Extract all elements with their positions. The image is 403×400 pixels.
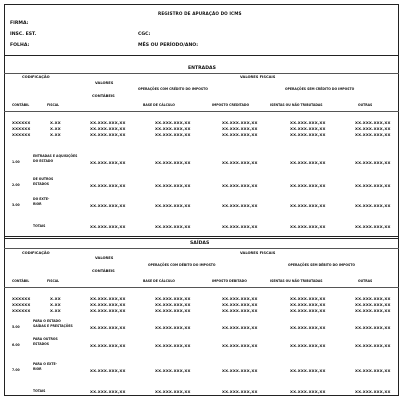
base-calculo-cell: XX.XXX.XXX,XX xyxy=(155,183,191,188)
cfop-fiscal-cell: X.XX xyxy=(50,132,61,137)
cgc-label: CGC: xyxy=(138,32,151,37)
valor-contabil-cell: XX.XXX.XXX,XX xyxy=(90,183,126,188)
outras-cell: XX.XXX.XXX,XX xyxy=(355,203,391,208)
saidas-group-code: 6.00 xyxy=(12,343,20,347)
base-calculo-cell: XX.XXX.XXX,XX xyxy=(155,343,191,348)
imposto-cell: XX.XXX.XXX,XX xyxy=(222,126,258,131)
base-calculo-cell: XX.XXX.XXX,XX xyxy=(155,296,191,301)
saidas-codificacao-header: CODIFICAÇÃO xyxy=(22,251,50,255)
saidas-group-label: ESTADOS xyxy=(33,342,50,346)
isentas-cell: XX.XXX.XXX,XX xyxy=(290,120,326,125)
cfop-contabil-cell: XXXXXX xyxy=(12,308,31,313)
saidas-valores-header-1: VALORES xyxy=(95,256,114,260)
saidas-group-code: 5.00 xyxy=(12,325,20,329)
isentas-cell: XX.XXX.XXX,XX xyxy=(290,302,326,307)
cfop-fiscal-cell: X.XX xyxy=(50,120,61,125)
periodo-label: MÊS OU PERÍODO/ANO: xyxy=(138,43,199,48)
saidas-col-fiscal: FISCAL xyxy=(47,279,60,283)
saidas-sem-debito-header: OPERAÇÕES SEM DÉBITO DO IMPOSTO xyxy=(288,263,355,267)
outras-cell: XX.XXX.XXX,XX xyxy=(355,120,391,125)
entradas-total-imposto: XX.XXX.XXX,XX xyxy=(222,224,258,229)
valor-contabil-cell: XX.XXX.XXX,XX xyxy=(90,368,126,373)
valor-contabil-cell: XX.XXX.XXX,XX xyxy=(90,160,126,165)
base-calculo-cell: XX.XXX.XXX,XX xyxy=(155,132,191,137)
saidas-section-title: SAÍDAS xyxy=(190,241,210,246)
isentas-cell: XX.XXX.XXX,XX xyxy=(290,126,326,131)
cfop-fiscal-cell: X.XX xyxy=(50,302,61,307)
base-calculo-cell: XX.XXX.XXX,XX xyxy=(155,203,191,208)
document-title: REGISTRO DE APURAÇÃO DO ICMS xyxy=(158,11,242,16)
imposto-cell: XX.XXX.XXX,XX xyxy=(222,203,258,208)
entradas-col-outras: OUTRAS xyxy=(358,103,373,107)
imposto-cell: XX.XXX.XXX,XX xyxy=(222,120,258,125)
outras-cell: XX.XXX.XXX,XX xyxy=(355,325,391,330)
entradas-total-isentas: XX.XXX.XXX,XX xyxy=(290,224,326,229)
entradas-sem-credito-header: OPERAÇÕES SEM CRÉDITO DO IMPOSTO xyxy=(285,87,355,91)
saidas-group-label: PARA O ESTADO xyxy=(33,319,61,323)
entradas-group-code: 1.00 xyxy=(12,160,20,164)
saidas-total-isentas: XX.XXX.XXX,XX xyxy=(290,389,326,394)
cfop-contabil-cell: XXXXXX xyxy=(12,132,31,137)
outras-cell: XX.XXX.XXX,XX xyxy=(355,126,391,131)
valor-contabil-cell: XX.XXX.XXX,XX xyxy=(90,325,126,330)
entradas-title-rule xyxy=(4,73,399,74)
folha-label: FOLHA: xyxy=(10,43,30,48)
outras-cell: XX.XXX.XXX,XX xyxy=(355,183,391,188)
valor-contabil-cell: XX.XXX.XXX,XX xyxy=(90,296,126,301)
saidas-col-contabil: CONTÁBIL xyxy=(12,279,30,283)
isentas-cell: XX.XXX.XXX,XX xyxy=(290,132,326,137)
saidas-title-rule xyxy=(4,248,399,249)
isentas-cell: XX.XXX.XXX,XX xyxy=(290,308,326,313)
imposto-cell: XX.XXX.XXX,XX xyxy=(222,343,258,348)
entradas-group-label: DO ESTADO xyxy=(33,159,54,163)
entradas-total-valor: XX.XXX.XXX,XX xyxy=(90,224,126,229)
outras-cell: XX.XXX.XXX,XX xyxy=(355,302,391,307)
cfop-fiscal-cell: X.XX xyxy=(50,296,61,301)
saidas-col-isentas: ISENTAS OU NÃO TRIBUTADAS xyxy=(270,279,323,283)
entradas-total-outras: XX.XXX.XXX,XX xyxy=(355,224,391,229)
valor-contabil-cell: XX.XXX.XXX,XX xyxy=(90,132,126,137)
imposto-cell: XX.XXX.XXX,XX xyxy=(222,308,258,313)
valor-contabil-cell: XX.XXX.XXX,XX xyxy=(90,120,126,125)
outras-cell: XX.XXX.XXX,XX xyxy=(355,160,391,165)
entradas-group-label: RIOR xyxy=(33,202,42,206)
entradas-group-label: ESTADOS xyxy=(33,182,50,186)
base-calculo-cell: XX.XXX.XXX,XX xyxy=(155,302,191,307)
entradas-codificacao-header: CODIFICAÇÃO xyxy=(22,75,50,79)
saidas-col-base: BASE DE CÁLCULO xyxy=(143,279,175,283)
entradas-valores-header-1: VALORES xyxy=(95,81,114,85)
outras-cell: XX.XXX.XXX,XX xyxy=(355,132,391,137)
entradas-group-code: 3.00 xyxy=(12,203,20,207)
valor-contabil-cell: XX.XXX.XXX,XX xyxy=(90,302,126,307)
firma-label: FIRMA: xyxy=(10,21,29,26)
imposto-cell: XX.XXX.XXX,XX xyxy=(222,368,258,373)
saidas-total-imposto: XX.XXX.XXX,XX xyxy=(222,389,258,394)
valor-contabil-cell: XX.XXX.XXX,XX xyxy=(90,126,126,131)
cfop-contabil-cell: XXXXXX xyxy=(12,296,31,301)
entradas-header-rule xyxy=(4,111,399,112)
imposto-cell: XX.XXX.XXX,XX xyxy=(222,302,258,307)
entradas-col-fiscal: FISCAL xyxy=(47,103,60,107)
saidas-group-label: PARA OUTROS xyxy=(33,337,58,341)
header-divider xyxy=(4,55,399,56)
section-divider xyxy=(4,236,399,239)
outras-cell: XX.XXX.XXX,XX xyxy=(355,343,391,348)
valor-contabil-cell: XX.XXX.XXX,XX xyxy=(90,343,126,348)
entradas-total-label: TOTAIS xyxy=(33,224,46,228)
base-calculo-cell: XX.XXX.XXX,XX xyxy=(155,126,191,131)
cfop-contabil-cell: XXXXXX xyxy=(12,126,31,131)
saidas-total-outras: XX.XXX.XXX,XX xyxy=(355,389,391,394)
imposto-cell: XX.XXX.XXX,XX xyxy=(222,325,258,330)
imposto-cell: XX.XXX.XXX,XX xyxy=(222,160,258,165)
entradas-valores-fiscais-header: VALORES FISCAIS xyxy=(240,75,276,79)
imposto-cell: XX.XXX.XXX,XX xyxy=(222,296,258,301)
imposto-cell: XX.XXX.XXX,XX xyxy=(222,132,258,137)
saidas-com-debito-header: OPERAÇÕES COM DÉBITO DO IMPOSTO xyxy=(148,263,216,267)
entradas-col-base: BASE DE CÁLCULO xyxy=(143,103,175,107)
cfop-contabil-cell: XXXXXX xyxy=(12,120,31,125)
saidas-col-outras: OUTRAS xyxy=(358,279,373,283)
base-calculo-cell: XX.XXX.XXX,XX xyxy=(155,160,191,165)
form-frame xyxy=(4,4,399,396)
saidas-group-label: RIOR xyxy=(33,367,42,371)
imposto-cell: XX.XXX.XXX,XX xyxy=(222,183,258,188)
isentas-cell: XX.XXX.XXX,XX xyxy=(290,368,326,373)
entradas-valores-header-2: CONTÁBEIS xyxy=(92,94,115,98)
outras-cell: XX.XXX.XXX,XX xyxy=(355,368,391,373)
isentas-cell: XX.XXX.XXX,XX xyxy=(290,296,326,301)
isentas-cell: XX.XXX.XXX,XX xyxy=(290,343,326,348)
entradas-group-code: 2.00 xyxy=(12,183,20,187)
saidas-group-label: PARA O EXTE- xyxy=(33,362,57,366)
entradas-col-imposto: IMPOSTO CREDITADO xyxy=(212,103,250,107)
base-calculo-cell: XX.XXX.XXX,XX xyxy=(155,120,191,125)
entradas-group-label: DE OUTROS xyxy=(33,177,54,181)
entradas-total-base: XX.XXX.XXX,XX xyxy=(155,224,191,229)
isentas-cell: XX.XXX.XXX,XX xyxy=(290,183,326,188)
saidas-total-label: TOTAIS xyxy=(33,389,46,393)
insc-est-label: INSC. EST. xyxy=(10,32,37,37)
saidas-group-code: 7.00 xyxy=(12,368,20,372)
entradas-section-title: ENTRADAS xyxy=(188,66,216,71)
saidas-col-imposto: IMPOSTO DEBITADO xyxy=(212,279,247,283)
valor-contabil-cell: XX.XXX.XXX,XX xyxy=(90,203,126,208)
saidas-header-rule xyxy=(4,287,399,288)
saidas-total-base: XX.XXX.XXX,XX xyxy=(155,389,191,394)
base-calculo-cell: XX.XXX.XXX,XX xyxy=(155,308,191,313)
entradas-group-label: ENTRADAS E AQUISIÇÕES xyxy=(33,154,78,158)
outras-cell: XX.XXX.XXX,XX xyxy=(355,296,391,301)
isentas-cell: XX.XXX.XXX,XX xyxy=(290,325,326,330)
entradas-col-contabil: CONTÁBIL xyxy=(12,103,30,107)
outras-cell: XX.XXX.XXX,XX xyxy=(355,308,391,313)
saidas-group-label: SAÍDAS E PRESTAÇÕES xyxy=(33,324,73,328)
isentas-cell: XX.XXX.XXX,XX xyxy=(290,160,326,165)
saidas-valores-header-2: CONTÁBEIS xyxy=(92,269,115,273)
cfop-fiscal-cell: X.XX xyxy=(50,308,61,313)
entradas-group-label: DO EXTE- xyxy=(33,197,50,201)
base-calculo-cell: XX.XXX.XXX,XX xyxy=(155,325,191,330)
valor-contabil-cell: XX.XXX.XXX,XX xyxy=(90,308,126,313)
entradas-col-isentas: ISENTAS OU NÃO TRIBUTADAS xyxy=(270,103,323,107)
base-calculo-cell: XX.XXX.XXX,XX xyxy=(155,368,191,373)
cfop-fiscal-cell: X.XX xyxy=(50,126,61,131)
cfop-contabil-cell: XXXXXX xyxy=(12,302,31,307)
entradas-com-credito-header: OPERAÇÕES COM CRÉDITO DO IMPOSTO xyxy=(138,87,208,91)
saidas-valores-fiscais-header: VALORES FISCAIS xyxy=(240,251,276,255)
isentas-cell: XX.XXX.XXX,XX xyxy=(290,203,326,208)
saidas-total-valor: XX.XXX.XXX,XX xyxy=(90,389,126,394)
